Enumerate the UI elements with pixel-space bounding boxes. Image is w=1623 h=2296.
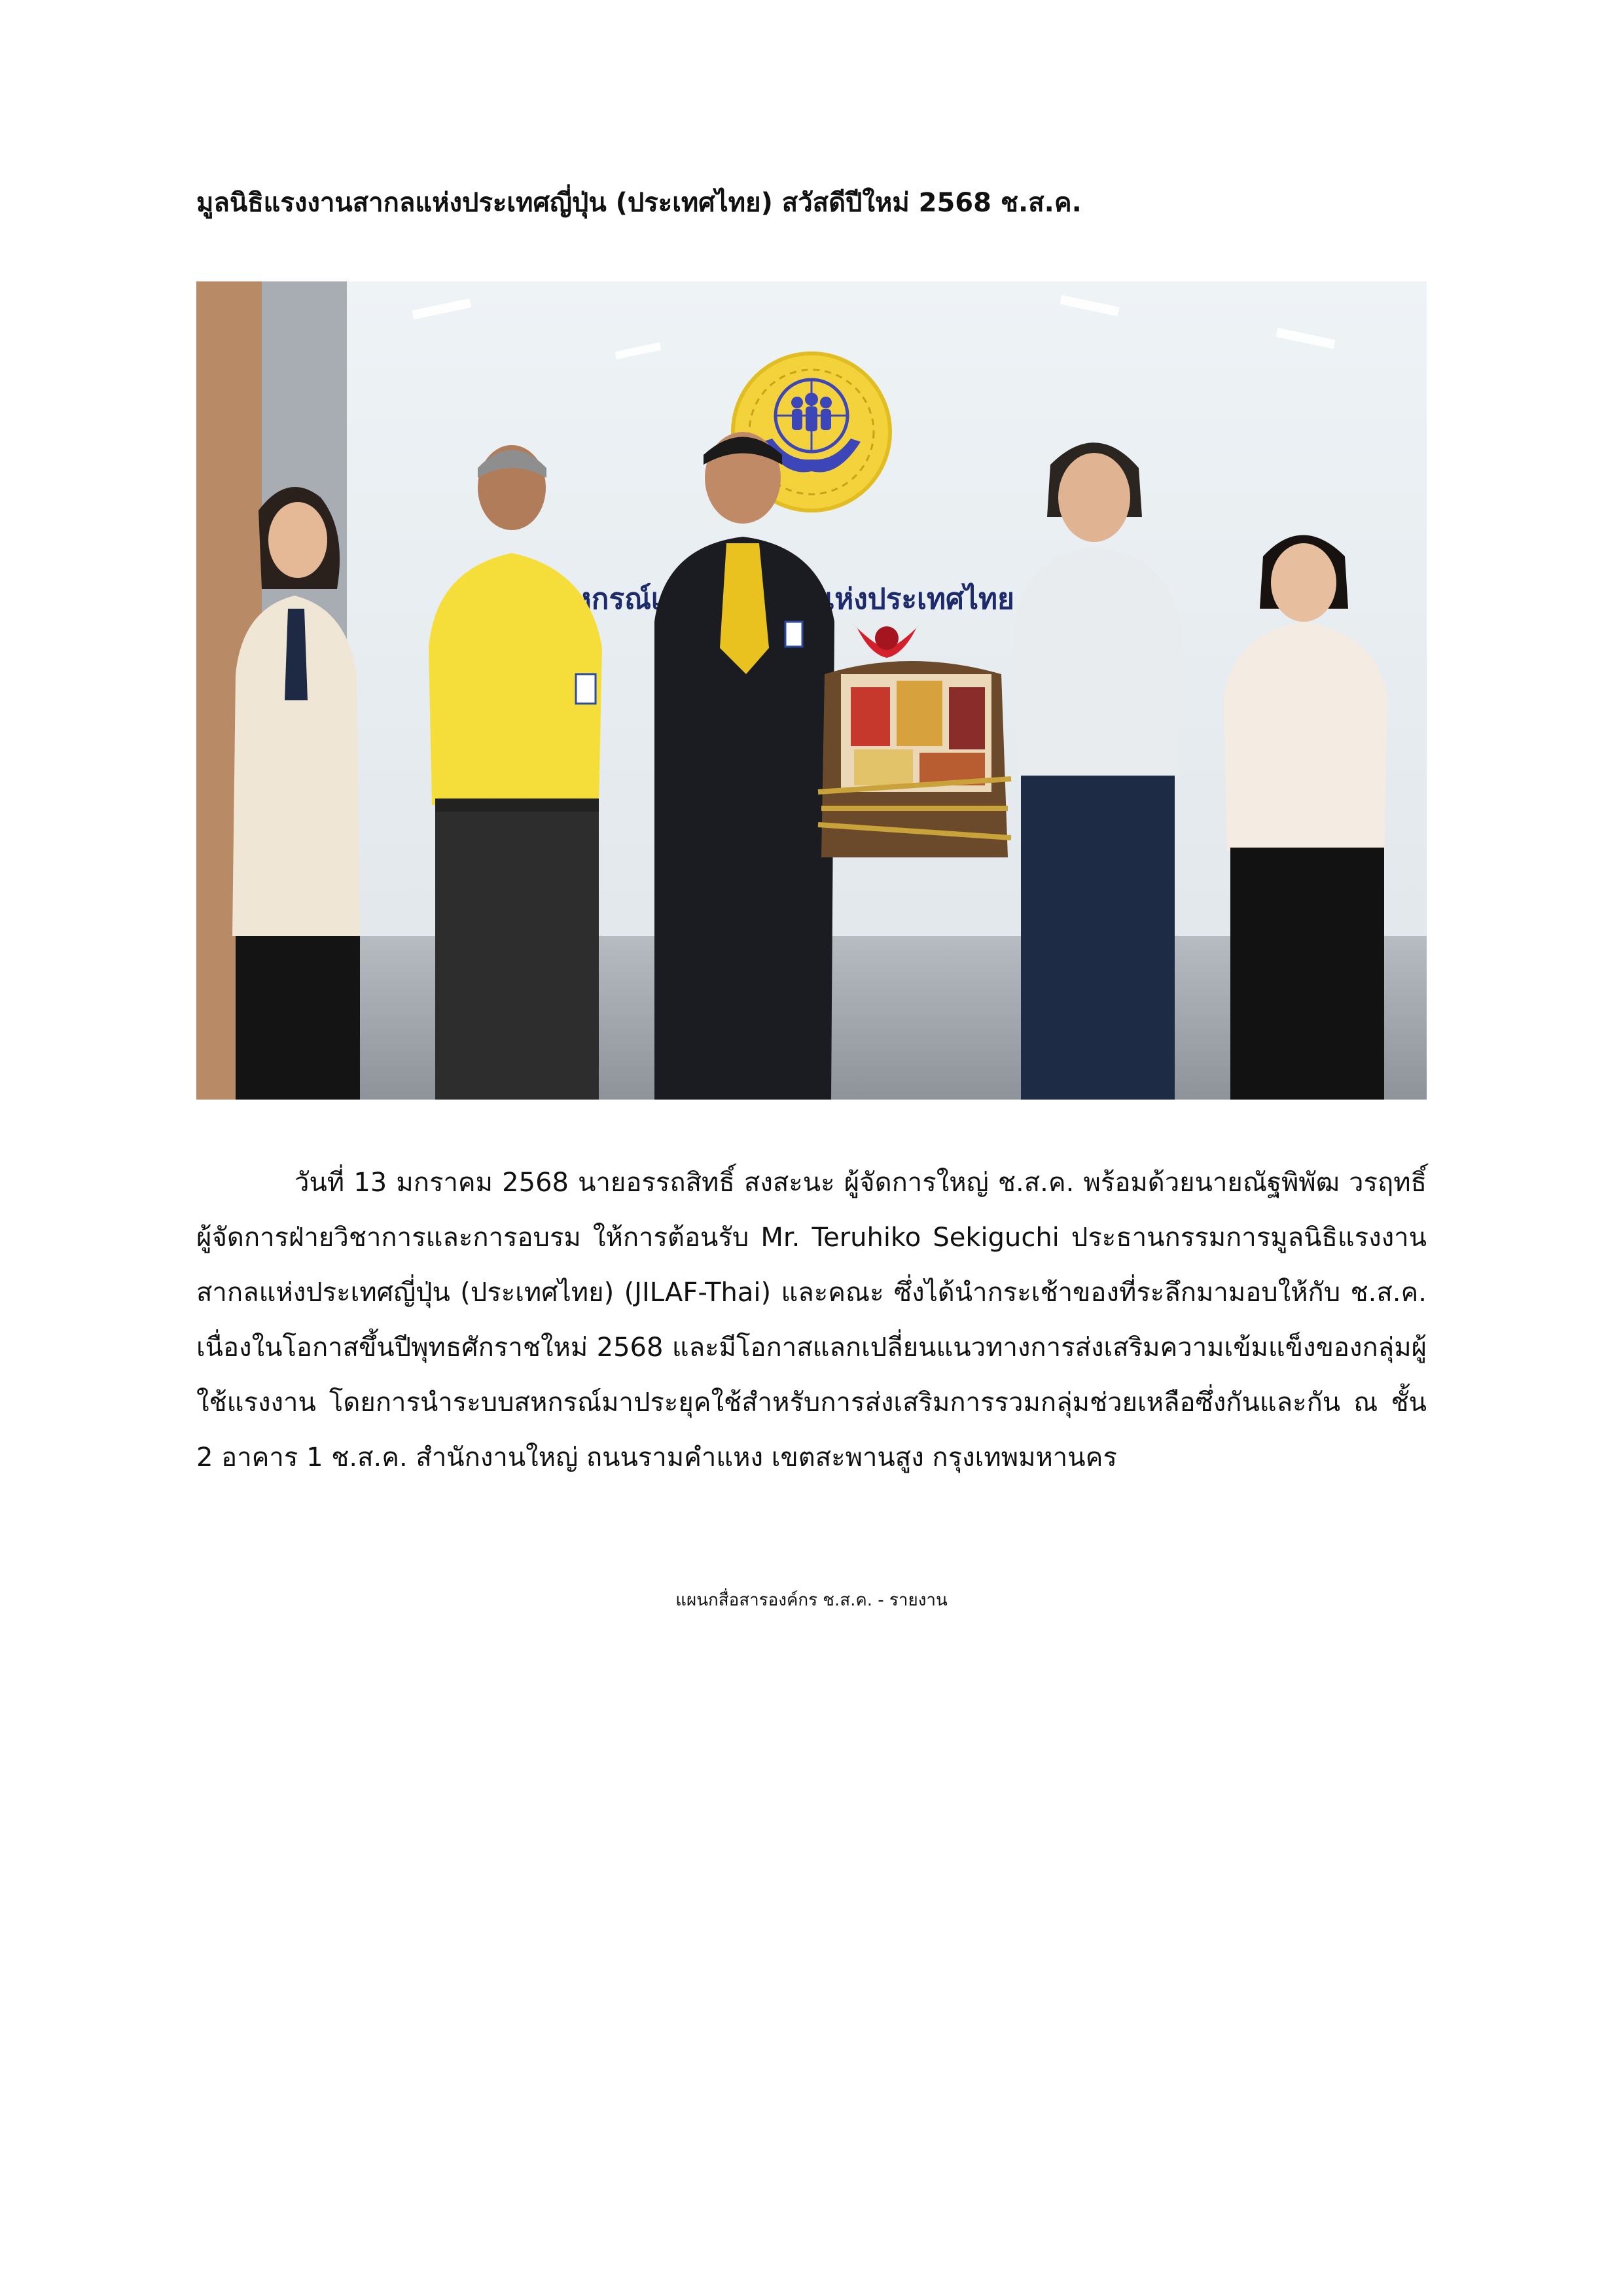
article-paragraph: วันที่ 13 มกราคม 2568 นายอรรถสิทธิ์ สงสะนะ ผู้จัดการใหญ่ ช.ส.ค. พร้อมด้วยนายณัฐพิพัฒ วรฤทธิ์ ผู้จัดการฝ่ายวิชาการและการอบรม ให้การต้อนรับ Mr. Teruhiko Sekiguchi ประธานกรรมการมูลนิธิแรงงานสากลแห่งประเทศญี่ปุ่น (ประเทศไทย) (JILAF-Thai) และคณะ ซึ่งได้นำกระเช้าของที่ระลึกมามอบให้กับ ช.ส.ค. เนื่องในโอกาสขึ้นปีพุทธศักราชใหม่ 2568 และมีโอกาสแลกเปลี่ยนแนวทางการส่งเสริมความเข้มแข็งของกลุ่มผู้ใช้แรงงาน โดยการนำระบบสหกรณ์มาประยุคใช้สำหรับการส่งเสริมการรวมกลุ่มช่วยเหลือซึ่งกันและกัน ณ ชั้น 2 อาคาร 1 ช.ส.ค. สำนักงานใหญ่ ถนนรามคำแหง เขตสะพานสูง กรุงเทพมหานคร [196,1168,1427,1473]
report-credit: แผนกสื่อสารองค์กร ช.ส.ค. - รายงาน [675,1590,948,1610]
article-body [196,1155,1427,1485]
document-title: มูลนิธิแรงงานสากลแห่งประเทศญี่ปุ่น (ประเทศไทย) สวัสดีปีใหม่ 2568 ช.ส.ค. [196,188,1082,218]
event-photo [196,281,1427,1100]
